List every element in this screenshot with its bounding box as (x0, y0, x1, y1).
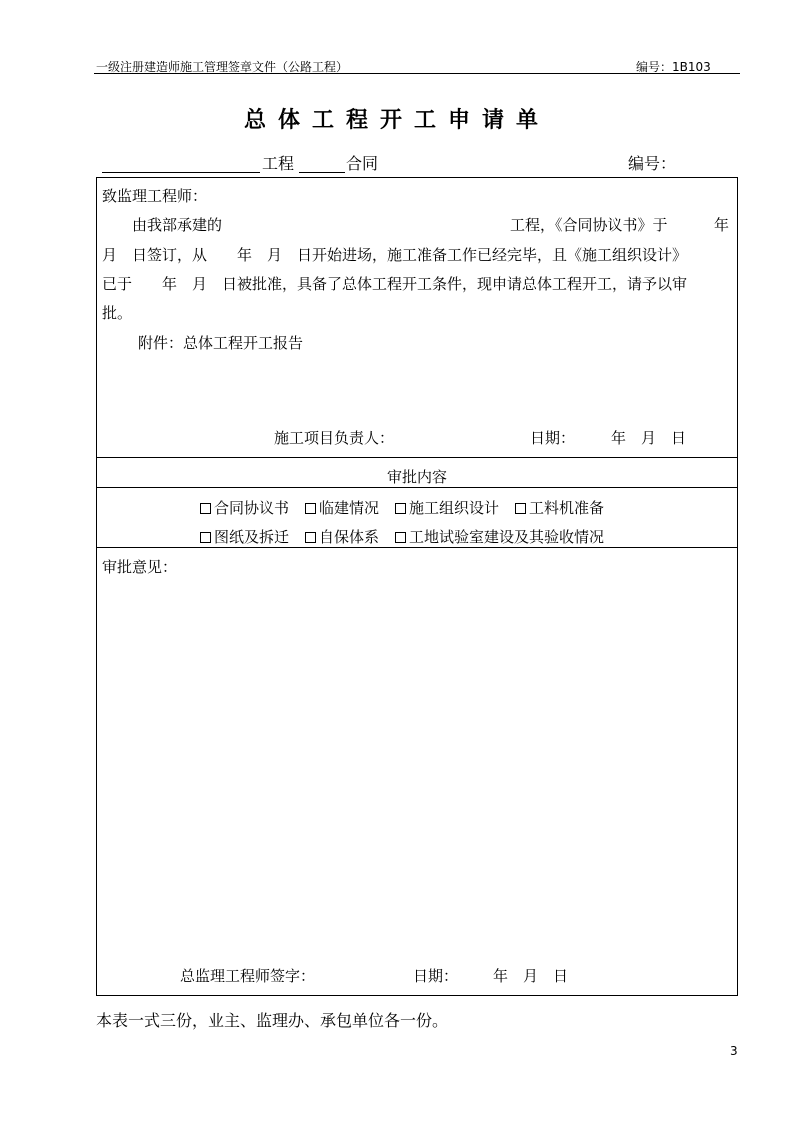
checkbox-label: 合同协议书 (214, 499, 290, 517)
review-checklist-row2 (200, 526, 620, 547)
contract-blank (299, 172, 345, 173)
application-text-line1c: 年 (714, 216, 730, 234)
checkbox-item[interactable] (200, 528, 289, 546)
application-text-line2: 月 日签订，从 年 月 日开始进场，施工准备工作已经完毕，且《施工组织设计》 (102, 246, 688, 264)
table-divider (96, 457, 738, 458)
chief-engineer-signature-label: 总监理工程师签字： (180, 967, 316, 985)
checkbox-icon[interactable] (305, 532, 316, 543)
checkbox-icon[interactable] (200, 532, 211, 543)
checkbox-item[interactable] (395, 528, 604, 546)
review-checklist-row1 (200, 497, 620, 518)
page-number: 3 (730, 1044, 738, 1058)
checkbox-icon[interactable] (395, 532, 406, 543)
date-format: 年 月 日 (611, 429, 687, 447)
checkbox-label: 施工组织设计 (409, 499, 500, 517)
date-label: 日期： (530, 429, 576, 447)
application-text-line1a: 由我部承建的 (132, 216, 223, 234)
opinion-date-format: 年 月 日 (493, 967, 569, 985)
checkbox-label: 自保体系 (319, 528, 380, 546)
review-heading: 审批内容 (386, 468, 447, 486)
form-table (96, 177, 738, 996)
checkbox-icon[interactable] (305, 503, 316, 514)
table-divider (96, 487, 738, 488)
checkbox-label: 图纸及拆迁 (214, 528, 290, 546)
document-header-left: 一级注册建造师施工管理签章文件（公路工程） (96, 60, 349, 74)
attachment-note: 附件：总体工程开工报告 (138, 334, 304, 352)
table-divider (96, 547, 738, 548)
project-manager-label: 施工项目负责人： (274, 429, 395, 447)
checkbox-icon[interactable] (515, 503, 526, 514)
checkbox-item[interactable] (395, 499, 499, 517)
contract-label: 合同 (346, 154, 379, 173)
checkbox-item[interactable] (305, 528, 379, 546)
checkbox-icon[interactable] (395, 503, 406, 514)
footnote: 本表一式三份，业主、监理办、承包单位各一份。 (96, 1011, 449, 1030)
checkbox-label: 工地试验室建设及其验收情况 (409, 528, 605, 546)
checkbox-label: 临建情况 (319, 499, 380, 517)
addressee: 致监理工程师： (102, 187, 208, 205)
application-text-line3: 已于 年 月 日被批准，具备了总体工程开工条件，现申请总体工程开工，请予以审 (102, 275, 688, 293)
opinion-label: 审批意见： (102, 558, 178, 576)
checkbox-item[interactable] (515, 499, 604, 517)
checkbox-item[interactable] (305, 499, 379, 517)
checkbox-item[interactable] (200, 499, 289, 517)
document-number-label: 编号：1B103 (636, 60, 711, 74)
opinion-date-label: 日期： (413, 967, 459, 985)
form-number-label: 编号： (628, 154, 677, 173)
application-text-line1b: 工程，《合同协议书》于 (510, 216, 668, 234)
application-text-line4: 批。 (102, 304, 133, 322)
page-title: 总体工程开工申请单 (243, 107, 550, 133)
project-name-blank (102, 172, 260, 173)
header-divider (94, 73, 740, 74)
checkbox-label: 工料机准备 (529, 499, 605, 517)
checkbox-icon[interactable] (200, 503, 211, 514)
project-label: 工程 (262, 154, 295, 173)
